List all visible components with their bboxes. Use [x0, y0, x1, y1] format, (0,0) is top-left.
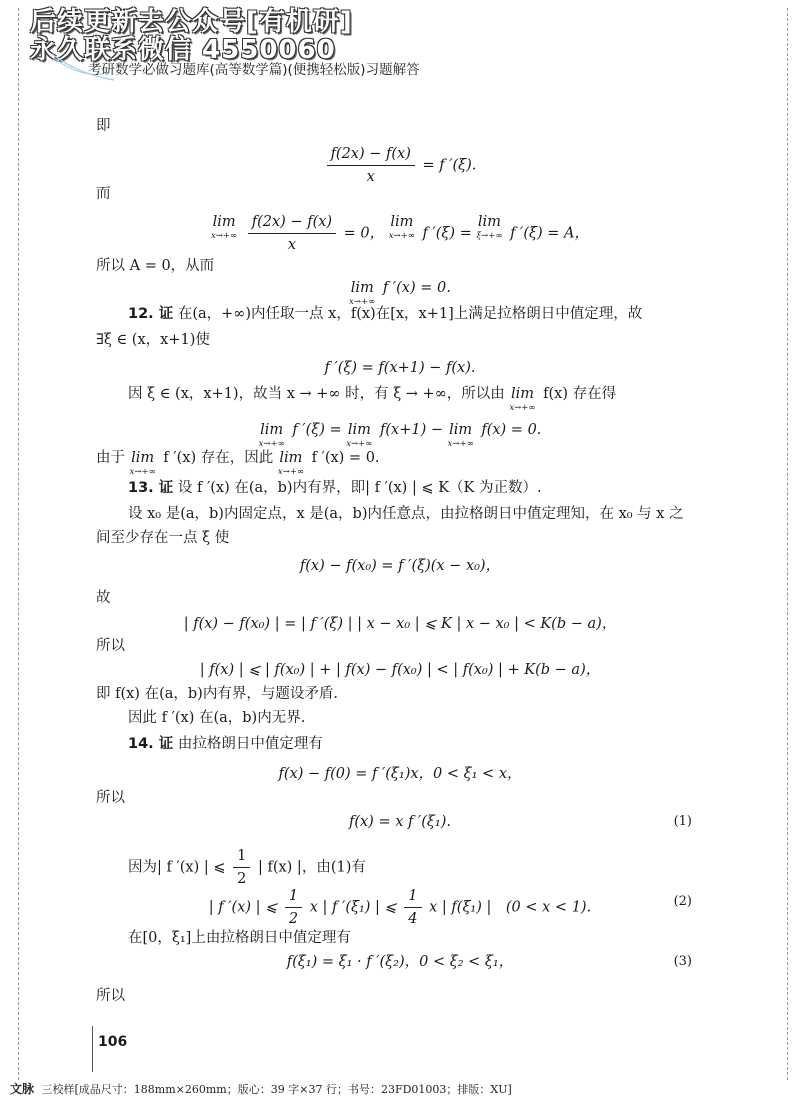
- problem-label: 14. 证: [128, 736, 174, 752]
- fraction-denominator: 4: [408, 911, 418, 927]
- limit-sub: x→+∞: [509, 403, 536, 413]
- fraction-numerator: f(2x) − f(x): [327, 144, 415, 166]
- text-line: 在[0，ξ₁]上由拉格朗日中值定理有: [128, 930, 351, 946]
- footer-brand: 文脉: [10, 1082, 35, 1096]
- text-line: 故: [96, 590, 111, 606]
- equation: f ′(ξ) = f(x+1) − f(x).: [324, 360, 476, 376]
- running-header: 考研数学必做习题库(高等数学篇)(便携轻松版)习题解答: [88, 62, 420, 78]
- problem-text: 由拉格朗日中值定理有: [177, 736, 323, 752]
- limit: [448, 420, 474, 449]
- text-part: | f(x) |，由(1)有: [257, 859, 366, 876]
- text-line: 所以 A = 0，从而: [96, 258, 215, 274]
- text-line: [128, 846, 366, 889]
- fraction-numerator: 1: [285, 886, 302, 908]
- text-part: f ′(x) 存在，因此: [163, 450, 274, 466]
- limit-op: lim: [131, 450, 155, 466]
- problem-label: 12. 证: [128, 306, 174, 322]
- equation-part: f ′(ξ) =: [292, 422, 342, 438]
- limit: [476, 212, 502, 241]
- equation-number: (3): [673, 954, 692, 969]
- problem-line: [128, 734, 323, 754]
- equation-part: x | f(ξ₁) | (0 < x < 1).: [429, 899, 592, 916]
- text-part: f ′(x) = 0.: [311, 450, 380, 466]
- limit-op: lim: [350, 280, 374, 296]
- text-part: 因为| f ′(x) | ⩽: [128, 859, 226, 876]
- text-line: 所以: [96, 638, 125, 654]
- text-line: 即 f(x) 在(a，b)内有界，与题设矛盾.: [96, 686, 338, 702]
- fraction: [327, 144, 415, 187]
- text-line: [96, 448, 380, 477]
- problem-text: 设 f ′(x) 在(a，b)内有界，即| f ′(x) | ⩽ K（K 为正数）.: [177, 480, 542, 496]
- fraction: [404, 886, 421, 929]
- limit: [346, 420, 372, 449]
- limit-op: lim: [260, 422, 284, 438]
- limit-sub: x→+∞: [346, 439, 373, 449]
- limit-sub: x→+∞: [277, 467, 304, 477]
- limit-op: lim: [390, 214, 414, 230]
- footer-info: 三校样[成品尺寸：188mm×260mm；版心：39 字×37 行；书号：23FD01003；排版：XU]: [41, 1083, 512, 1096]
- limit-sub: x→+∞: [258, 439, 285, 449]
- equation-part: f ′(x) = 0.: [382, 280, 451, 296]
- equation: | f(x) | ⩽ | f(x₀) | + | f(x) − f(x₀) | < | f(x₀) | + K(b − a)，: [199, 662, 601, 678]
- limit-op: lim: [347, 422, 371, 438]
- limit: [130, 448, 156, 477]
- equation: [0, 420, 800, 449]
- limit-sub: x→+∞: [349, 297, 376, 307]
- limit: [211, 212, 237, 241]
- equation: [0, 278, 800, 307]
- problem-line: [128, 304, 642, 324]
- limit: [349, 278, 375, 307]
- fraction-numerator: 1: [233, 846, 250, 868]
- limit-op: lim: [510, 386, 534, 402]
- equation-part: f(x+1) −: [380, 422, 443, 438]
- fraction: [248, 212, 336, 255]
- fraction-denominator: x: [287, 237, 296, 253]
- fraction: [233, 846, 250, 889]
- text-line: 因此 f ′(x) 在(a，b)内无界.: [128, 710, 306, 726]
- text-part: f(x) 存在得: [543, 386, 617, 402]
- limit: [509, 384, 535, 413]
- limit: [259, 420, 285, 449]
- text-line: 所以: [96, 988, 125, 1004]
- limit-sub: x→+∞: [388, 231, 415, 241]
- limit-op: lim: [477, 214, 501, 230]
- problem-text: 在(a，+∞)内任取一点 x，f(x)在[x，x+1]上满足拉格朗日中值定理，故: [177, 306, 643, 322]
- equation: f(ξ₁) = ξ₁ · f ′(ξ₂)，0 < ξ₂ < ξ₁，: [286, 954, 514, 970]
- equation-part: f ′(ξ) =: [422, 225, 472, 242]
- equation-part: | f ′(x) | ⩽: [208, 899, 278, 916]
- text-line: 所以: [96, 790, 125, 806]
- text-line: ∃ξ ∈ (x，x+1)使: [96, 332, 210, 348]
- fraction-denominator: x: [366, 169, 375, 185]
- limit-op: lim: [212, 214, 236, 230]
- fraction-denominator: 2: [288, 911, 299, 927]
- equation-number: (1): [673, 814, 692, 829]
- watermark-line-1: 后续更新去公众号[有机研]: [30, 7, 353, 37]
- limit-op: lim: [449, 422, 473, 438]
- limit-sub: ξ→+∞: [476, 231, 503, 241]
- limit: [389, 212, 415, 241]
- text-line: 间至少存在一点 ξ 使: [96, 530, 230, 546]
- equation-rhs: = f ′(ξ).: [422, 157, 477, 174]
- limit-sub: x→+∞: [211, 231, 238, 241]
- equation-number: (2): [673, 894, 692, 909]
- watermark-line-2: 永久联系微信 4550060: [30, 35, 336, 65]
- text-line: 设 x₀ 是(a，b)内固定点，x 是(a，b)内任意点，由拉格朗日中值定理知，在 x₀ 与 x 之: [128, 506, 684, 522]
- fraction-denominator: 2: [237, 871, 247, 887]
- problem-line: [128, 478, 542, 498]
- equation-part: x | f ′(ξ₁) | ⩽: [309, 899, 397, 916]
- limit-sub: x→+∞: [447, 439, 474, 449]
- limit: [278, 448, 304, 477]
- text-part: 由于: [96, 450, 125, 466]
- equation: f(x) − f(0) = f ′(ξ₁)x，0 < ξ₁ < x，: [278, 766, 522, 782]
- fraction: [285, 886, 302, 929]
- equation: | f(x) − f(x₀) | = | f ′(ξ) | | x − x₀ | ⩽ K | x − x₀ | < K(b − a)，: [183, 616, 617, 632]
- limit-sub: x→+∞: [129, 467, 156, 477]
- limit-op: lim: [279, 450, 303, 466]
- equation: f(x) − f(x₀) = f ′(ξ)(x − x₀)，: [299, 558, 501, 574]
- print-footer: [10, 1080, 512, 1097]
- equation: [0, 212, 800, 255]
- page-number-rule: [92, 1026, 93, 1072]
- text-part: 因 ξ ∈ (x，x+1)，故当 x → +∞ 时，有 ξ → +∞，所以由: [128, 386, 505, 402]
- text-line: [128, 384, 616, 413]
- equation-part: f(x) = 0.: [481, 422, 542, 438]
- fraction-numerator: 1: [404, 886, 421, 908]
- equation-part: f ′(ξ) = A，: [510, 225, 589, 242]
- problem-label: 13. 证: [128, 480, 174, 496]
- text-line: 即: [96, 118, 111, 134]
- equation: f(x) = x f ′(ξ₁).: [348, 814, 451, 830]
- page-number: 106: [98, 1034, 128, 1050]
- equation: [0, 144, 800, 187]
- text-line: 而: [96, 186, 111, 202]
- equation-part: = 0，: [343, 225, 385, 242]
- fraction-numerator: f(2x) − f(x): [248, 212, 336, 234]
